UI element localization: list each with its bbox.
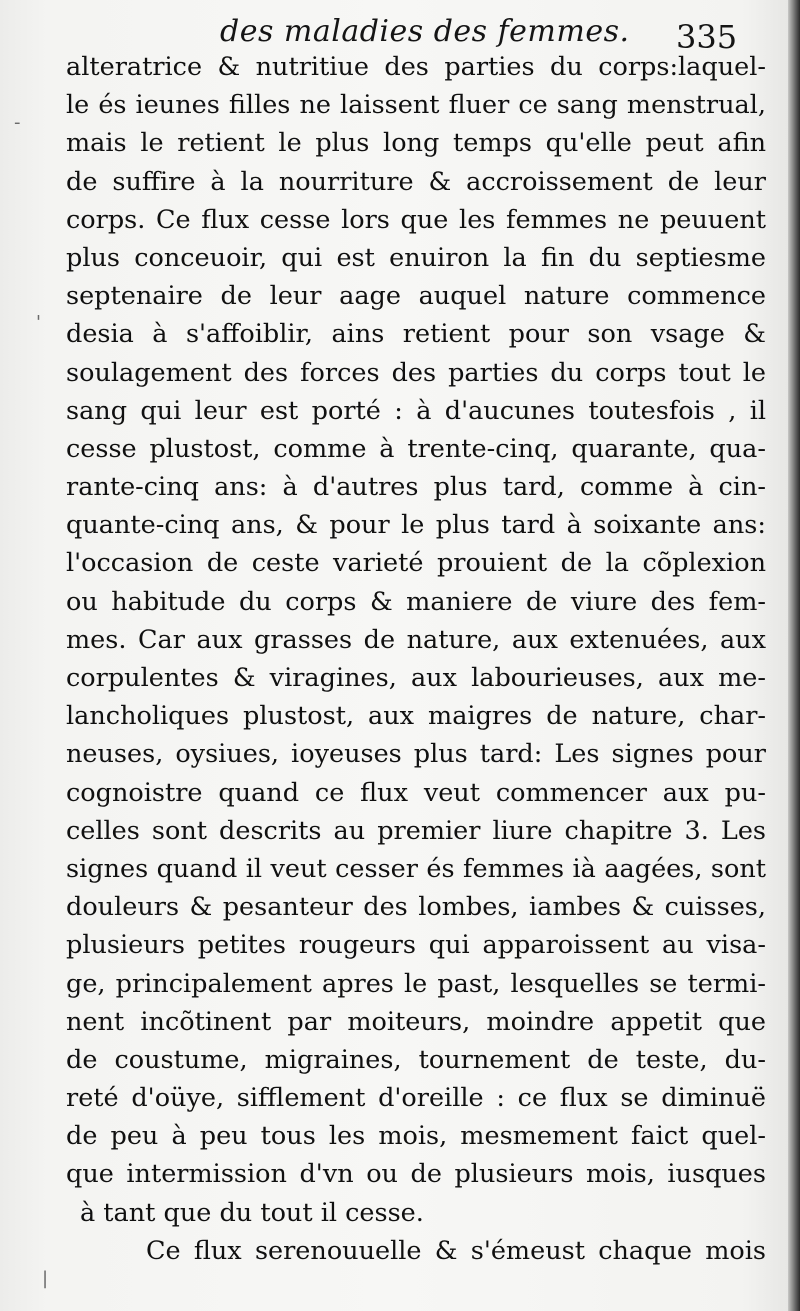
text-line: mes. Car aux grasses de nature, aux extenuées, aux	[66, 624, 766, 655]
text-line: desia à s'affoiblir, ains retient pour son vsage &	[66, 319, 766, 350]
running-title: des maladies des femmes.	[220, 14, 630, 49]
text-line: reté d'oüye, sifflement d'oreille : ce flux se diminuë	[66, 1083, 766, 1114]
text-line: septenaire de leur aage auquel nature commence	[66, 281, 766, 312]
text-line: alteratrice & nutritiue des parties du corps:laquel-	[66, 52, 766, 82]
page-edge-shadow	[788, 0, 800, 1311]
text-line: mais le retient le plus long temps qu'elle peut afin	[66, 128, 766, 159]
text-line: neuses, oysiues, ioyeuses plus tard: Les signes pour	[66, 739, 766, 770]
text-line: douleurs & pesanteur des lombes, iambes & cuisses,	[66, 892, 766, 923]
text-line: cognoistre quand ce flux veut commencer aux pu-	[66, 777, 766, 808]
text-line: de peu à peu tous les mois, mesmement faict quel-	[66, 1121, 766, 1152]
text-line: celles sont descrits au premier liure chapitre 3. Les	[66, 815, 766, 846]
page-number: 335	[676, 18, 738, 56]
body-text	[66, 48, 766, 1270]
text-line: soulagement des forces des parties du corps tout le	[66, 357, 766, 388]
margin-mark: |	[42, 1268, 49, 1289]
text-line: plus conceuoir, qui est enuiron la fin du septiesme	[66, 242, 766, 273]
text-line: Ce flux serenouuelle & s'émeust chaque mois	[146, 1235, 766, 1266]
text-line: lancholiques plustost, aux maigres de nature, char-	[66, 701, 766, 732]
margin-mark: -	[14, 112, 21, 133]
text-line: corpulentes & viragines, aux labourieuses, aux me-	[66, 663, 766, 693]
text-line: corps. Ce flux cesse lors que les femmes ne peuuent	[66, 204, 766, 235]
text-line: cesse plustost, comme à trente-cinq, quarante, qua-	[66, 433, 766, 464]
text-line: nent incõtinent par moiteurs, moindre appetit que	[66, 1006, 766, 1037]
text-line: de coustume, migraines, tournement de teste, du-	[66, 1044, 766, 1075]
text-line: de suffire à la nourriture & accroissement de leur	[66, 166, 766, 197]
text-line: le és ieunes filles ne laissent fluer ce sang menstrual,	[66, 90, 766, 121]
text-line: que intermission d'vn ou de plusieurs mois, iusques	[66, 1159, 766, 1190]
text-line: plusieurs petites rougeurs qui apparoissent au visa-	[66, 930, 766, 961]
text-line: l'occasion de ceste varieté prouient de la cõplexion	[66, 548, 766, 579]
text-line: sang qui leur est porté : à d'aucunes toutesfois , il	[66, 395, 766, 426]
text-line: quante-cinq ans, & pour le plus tard à soixante ans:	[66, 510, 766, 541]
text-line: ou habitude du corps & maniere de viure des fem-	[66, 586, 766, 617]
margin-mark: '	[36, 312, 41, 333]
text-line: à tant que du tout il cesse.	[80, 1197, 424, 1228]
text-line: ge, principalement apres le past, lesquelles se termi-	[66, 968, 766, 999]
text-line: signes quand il veut cesser és femmes ià aagées, sont	[66, 853, 766, 884]
text-line: rante-cinq ans: à d'autres plus tard, comme à cin-	[66, 472, 766, 503]
